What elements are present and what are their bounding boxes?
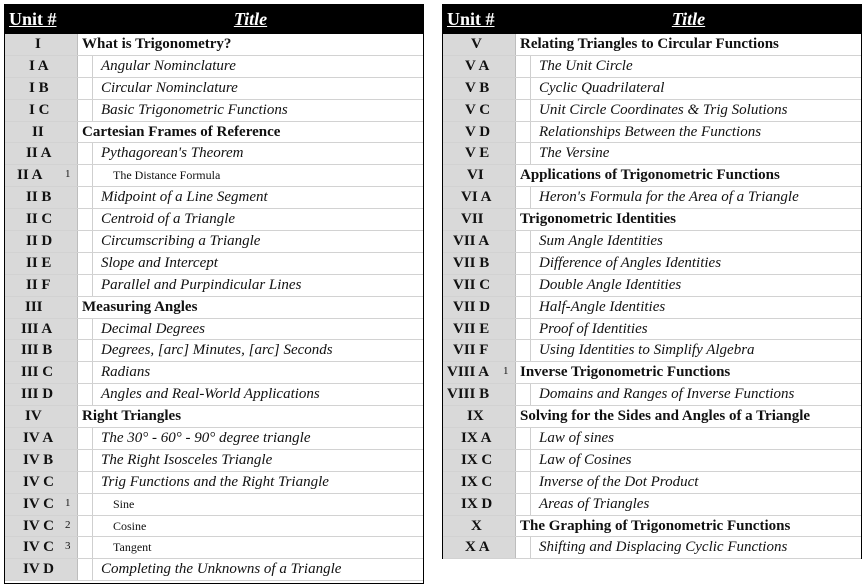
unit-code: II <box>32 123 44 140</box>
unit-code: IV D <box>23 561 54 578</box>
unit-code: IV <box>25 408 42 425</box>
unit-code: V A <box>465 57 490 74</box>
title-cell: Radians <box>92 362 423 383</box>
unit-number-cell <box>5 231 78 252</box>
table-row <box>5 450 423 472</box>
unit-code: IX D <box>461 495 493 512</box>
unit-code: V C <box>465 101 491 118</box>
title-cell: Proof of Identities <box>530 319 861 340</box>
unit-number-cell <box>5 122 78 143</box>
title-cell: Applications of Trigonometric Functions <box>520 167 780 184</box>
unit-code: II F <box>26 276 51 293</box>
unit-code: X A <box>465 539 490 556</box>
table-row <box>443 165 861 187</box>
unit-code: IX <box>467 408 484 425</box>
table-row <box>443 78 861 100</box>
title-cell: Inverse Trigonometric Functions <box>520 364 731 381</box>
unit-column-header: Unit # <box>447 9 495 29</box>
table-row <box>443 494 861 516</box>
title-cell: Slope and Intercept <box>92 253 423 274</box>
title-cell: Cartesian Frames of Reference <box>82 123 281 140</box>
unit-number-cell <box>5 428 78 449</box>
unit-column-header: Unit # <box>9 9 57 29</box>
unit-number-cell <box>443 450 516 471</box>
unit-code: VII B <box>453 254 490 271</box>
unit-code: III D <box>21 386 54 403</box>
unit-number-cell <box>443 428 516 449</box>
unit-number-cell <box>443 297 516 318</box>
unit-code: III A <box>21 320 53 337</box>
table-row <box>5 209 423 231</box>
unit-number-cell <box>443 231 516 252</box>
title-cell: The Versine <box>530 143 861 164</box>
title-cell: Angles and Real-World Applications <box>92 384 423 405</box>
title-cell: Double Angle Identities <box>530 275 861 296</box>
title-cell: Trig Functions and the Right Triangle <box>92 472 423 493</box>
unit-number-cell <box>443 516 516 537</box>
title-column-header: Title <box>671 9 706 29</box>
unit-number-cell <box>5 406 78 427</box>
table-row <box>5 122 423 144</box>
left-rows <box>5 34 423 581</box>
title-cell: Unit Circle Coordinates & Trig Solutions <box>530 100 861 121</box>
unit-code: VII A <box>453 233 490 250</box>
unit-code: IV C <box>23 495 54 512</box>
unit-number-cell <box>443 406 516 427</box>
table-row <box>5 165 423 187</box>
unit-code: I <box>35 36 41 52</box>
unit-number-cell <box>5 187 78 208</box>
table-row <box>443 275 861 297</box>
unit-code: IV C <box>23 473 54 490</box>
unit-code: VII E <box>453 320 490 337</box>
table-row <box>443 516 861 538</box>
unit-number-cell <box>443 165 516 186</box>
unit-number-cell <box>5 516 78 537</box>
unit-code: III C <box>21 364 54 381</box>
unit-code: V E <box>465 145 490 162</box>
table-header <box>443 5 861 34</box>
table-row <box>443 384 861 406</box>
unit-number-cell <box>5 537 78 558</box>
table-row <box>5 472 423 494</box>
table-row <box>443 472 861 494</box>
unit-code: IV B <box>23 451 54 468</box>
right-table <box>442 4 862 559</box>
unit-number-cell <box>443 34 516 55</box>
table-row <box>443 319 861 341</box>
unit-number-cell <box>5 78 78 99</box>
unit-number-cell <box>443 143 516 164</box>
unit-number-cell <box>443 275 516 296</box>
title-cell: Right Triangles <box>82 408 182 425</box>
table-row <box>443 34 861 56</box>
unit-number-cell <box>5 34 78 55</box>
title-cell: What is Trigonometry? <box>82 36 232 52</box>
sub-number: 1 <box>503 365 509 378</box>
table-row <box>443 209 861 231</box>
unit-code: VII C <box>453 276 491 293</box>
sub-number: 1 <box>65 496 71 509</box>
table-row <box>443 143 861 165</box>
table-row <box>443 428 861 450</box>
title-cell: Half-Angle Identities <box>530 297 861 318</box>
unit-code: I C <box>29 101 50 118</box>
unit-number-cell <box>443 122 516 143</box>
table-row <box>5 340 423 362</box>
title-cell: Cyclic Quadrilateral <box>530 78 861 99</box>
title-cell: Pythagorean's Theorem <box>92 143 423 164</box>
table-row <box>5 516 423 538</box>
unit-code: IX C <box>461 451 493 468</box>
table-row <box>443 362 861 384</box>
title-cell: The Right Isosceles Triangle <box>92 450 423 471</box>
table-row <box>5 559 423 581</box>
right-rows <box>443 34 861 559</box>
unit-number-cell <box>5 450 78 471</box>
table-row <box>5 253 423 275</box>
unit-code: II A <box>17 167 43 184</box>
unit-number-cell <box>443 209 516 230</box>
unit-number-cell <box>5 165 78 186</box>
unit-code: VII D <box>453 298 491 315</box>
unit-number-cell <box>443 253 516 274</box>
unit-number-cell <box>443 472 516 493</box>
unit-code: X <box>471 517 482 534</box>
table-row <box>443 56 861 78</box>
unit-number-cell <box>443 362 516 383</box>
title-column-header: Title <box>233 9 268 29</box>
unit-code: VI A <box>461 189 492 206</box>
title-cell: Basic Trigonometric Functions <box>92 100 423 121</box>
table-row <box>5 187 423 209</box>
title-cell: The Unit Circle <box>530 56 861 77</box>
title-cell: Areas of Triangles <box>530 494 861 515</box>
title-cell: Trigonometric Identities <box>520 211 676 228</box>
unit-number-cell <box>5 143 78 164</box>
table-row <box>5 231 423 253</box>
title-cell: Completing the Unknowns of a Triangle <box>92 559 423 580</box>
title-cell: Sine <box>92 494 423 515</box>
table-row <box>443 253 861 275</box>
unit-code: IV C <box>23 539 54 556</box>
unit-number-cell <box>5 297 78 318</box>
unit-number-cell <box>5 100 78 121</box>
table-row <box>443 297 861 319</box>
title-cell: Decimal Degrees <box>92 319 423 340</box>
table-row <box>443 450 861 472</box>
title-cell: Using Identities to Simplify Algebra <box>530 340 861 361</box>
table-row <box>5 143 423 165</box>
title-cell: Domains and Ranges of Inverse Functions <box>530 384 861 405</box>
table-row <box>5 56 423 78</box>
table-row <box>443 406 861 428</box>
title-cell: Midpoint of a Line Segment <box>92 187 423 208</box>
title-cell: Law of sines <box>530 428 861 449</box>
title-cell: Tangent <box>92 537 423 558</box>
unit-number-cell <box>5 362 78 383</box>
unit-code: I B <box>29 79 49 96</box>
unit-code: VIII A <box>447 364 490 381</box>
left-table <box>4 4 424 584</box>
title-cell: Circular Nominclature <box>92 78 423 99</box>
title-cell: Inverse of the Dot Product <box>530 472 861 493</box>
unit-code: III <box>25 298 43 315</box>
table-row <box>5 34 423 56</box>
unit-number-cell <box>443 494 516 515</box>
unit-code: V D <box>465 123 491 140</box>
title-cell: Shifting and Displacing Cyclic Functions <box>530 537 861 558</box>
unit-number-cell <box>5 56 78 77</box>
unit-number-cell <box>5 559 78 580</box>
title-cell: Cosine <box>92 516 423 537</box>
title-cell: Law of Cosines <box>530 450 861 471</box>
title-cell: The Distance Formula <box>92 165 423 186</box>
sub-number: 1 <box>65 168 71 181</box>
title-cell: Parallel and Purpindicular Lines <box>92 275 423 296</box>
table-row <box>5 362 423 384</box>
title-cell: Measuring Angles <box>82 298 198 315</box>
unit-number-cell <box>443 384 516 405</box>
unit-number-cell <box>443 56 516 77</box>
title-cell: Degrees, [arc] Minutes, [arc] Seconds <box>92 340 423 361</box>
unit-code: II D <box>26 233 53 250</box>
table-row <box>5 494 423 516</box>
table-row <box>5 297 423 319</box>
table-row <box>5 406 423 428</box>
unit-number-cell <box>5 253 78 274</box>
unit-number-cell <box>443 319 516 340</box>
unit-number-cell <box>443 340 516 361</box>
table-row <box>5 78 423 100</box>
title-cell: The 30° - 60° - 90° degree triangle <box>92 428 423 449</box>
title-cell: The Graphing of Trigonometric Functions <box>520 517 791 534</box>
unit-code: IX C <box>461 473 493 490</box>
title-cell: Circumscribing a Triangle <box>92 231 423 252</box>
table-row <box>443 231 861 253</box>
title-cell: Difference of Angles Identities <box>530 253 861 274</box>
unit-code: I A <box>29 57 49 74</box>
unit-code: IV C <box>23 517 54 534</box>
unit-code: VI <box>467 167 484 184</box>
unit-number-cell <box>5 494 78 515</box>
unit-code: V B <box>465 79 490 96</box>
table-row <box>443 100 861 122</box>
unit-code: II A <box>26 145 52 162</box>
table-row <box>5 319 423 341</box>
table-row <box>443 340 861 362</box>
table-header <box>5 5 423 34</box>
unit-number-cell <box>5 384 78 405</box>
table-row <box>443 537 861 559</box>
table-row <box>5 100 423 122</box>
title-cell: Solving for the Sides and Angles of a Triangle <box>520 408 811 425</box>
unit-code: V <box>471 36 482 52</box>
unit-number-cell <box>443 100 516 121</box>
unit-code: VIII B <box>447 386 490 403</box>
unit-code: II C <box>26 211 53 228</box>
unit-number-cell <box>5 275 78 296</box>
table-row <box>443 187 861 209</box>
unit-code: VII <box>461 211 484 228</box>
unit-code: II E <box>26 254 52 271</box>
title-cell: Sum Angle Identities <box>530 231 861 252</box>
table-row <box>5 537 423 559</box>
unit-code: II B <box>26 189 52 206</box>
unit-code: III B <box>21 342 53 359</box>
unit-number-cell <box>5 209 78 230</box>
title-cell: Centroid of a Triangle <box>92 209 423 230</box>
unit-number-cell <box>443 187 516 208</box>
unit-number-cell <box>443 537 516 558</box>
unit-number-cell <box>443 78 516 99</box>
unit-number-cell <box>5 340 78 361</box>
title-cell: Relationships Between the Functions <box>530 122 861 143</box>
sub-number: 3 <box>65 540 71 553</box>
unit-code: IX A <box>461 430 492 447</box>
title-cell: Angular Nominclature <box>92 56 423 77</box>
table-row <box>5 275 423 297</box>
title-cell: Relating Triangles to Circular Functions <box>520 36 779 52</box>
table-row <box>5 428 423 450</box>
sub-number: 2 <box>65 518 71 531</box>
unit-number-cell <box>5 319 78 340</box>
title-cell: Heron's Formula for the Area of a Triangle <box>530 187 861 208</box>
table-row <box>443 122 861 144</box>
table-row <box>5 384 423 406</box>
unit-code: IV A <box>23 430 54 447</box>
unit-code: VII F <box>453 342 489 359</box>
unit-number-cell <box>5 472 78 493</box>
